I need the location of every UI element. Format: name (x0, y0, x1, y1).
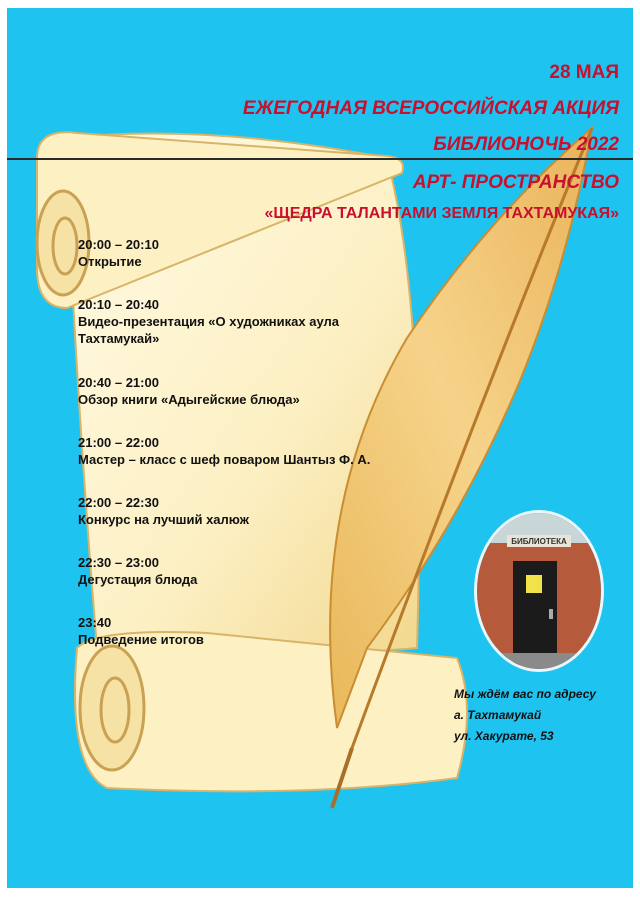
library-building-image (477, 513, 601, 669)
schedule-desc: Конкурс на лучший халюж (78, 512, 249, 527)
event-theme: «ЩЕДРА ТАЛАНТАМИ ЗЕМЛЯ ТАХТАМУКАЯ» (264, 205, 619, 222)
address-intro: Мы ждём вас по адресу (454, 687, 596, 701)
event-poster (7, 8, 633, 888)
schedule-time: 20:00 – 20:10 (78, 237, 159, 252)
schedule-desc: Видео-презентация «О художниках аула Тахтамукай» (78, 314, 339, 346)
header-divider (7, 158, 633, 160)
schedule-time: 20:10 – 20:40 (78, 297, 159, 312)
schedule-time: 20:40 – 21:00 (78, 375, 159, 390)
event-title-line1: ЕЖЕГОДНАЯ ВСЕРОССИЙСКАЯ АКЦИЯ (242, 98, 619, 119)
event-date: 28 МАЯ (549, 62, 619, 83)
schedule-time: 22:00 – 22:30 (78, 495, 159, 510)
schedule-desc: Обзор книги «Адыгейские блюда» (78, 392, 300, 407)
schedule-time: 21:00 – 22:00 (78, 435, 159, 450)
schedule-desc: Дегустация блюда (78, 572, 198, 587)
address-street: ул. Хакурате, 53 (454, 729, 554, 743)
schedule-item (78, 296, 408, 347)
scroll-bottom-curl (80, 646, 144, 770)
schedule-item (78, 554, 197, 588)
event-subtitle: АРТ- ПРОСТРАНСТВО (412, 172, 619, 193)
schedule-time: 22:30 – 23:00 (78, 555, 159, 570)
schedule-desc: Мастер – класс с шеф поваром Шантыз Ф. А. (78, 452, 371, 467)
library-entrance-photo (474, 510, 604, 672)
schedule-desc: Открытие (78, 254, 142, 269)
schedule-item (78, 434, 370, 468)
schedule-item (78, 614, 204, 648)
schedule-item (78, 236, 159, 270)
schedule-item (78, 494, 249, 528)
address-village: а. Тахтамукай (454, 708, 542, 722)
schedule-time: 23:40 (78, 615, 112, 630)
library-sign: БИБЛИОТЕКА (511, 537, 567, 546)
event-title-line2: БИБЛИОНОЧЬ 2022 (433, 134, 619, 155)
schedule-item (78, 374, 300, 408)
schedule-desc: Подведение итогов (78, 632, 204, 647)
address-block (454, 684, 596, 747)
